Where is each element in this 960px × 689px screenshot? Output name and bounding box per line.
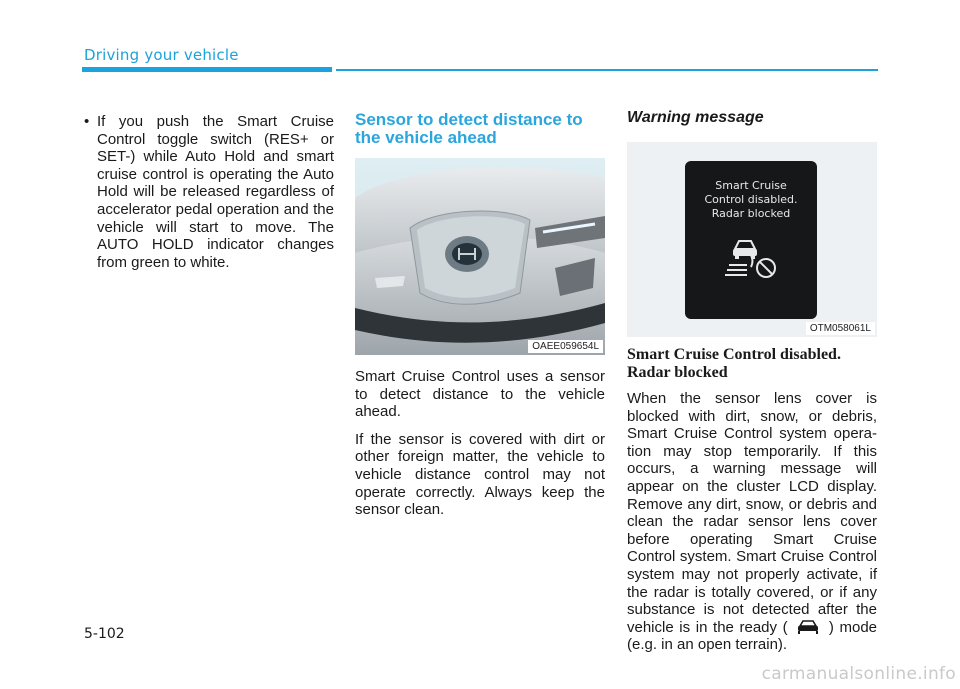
right-column: [627, 109, 877, 664]
radar-blocked-paragraph: [627, 390, 877, 654]
sensor-paragraph-2: If the sensor is covered with dirt or other foreign matter, the vehicle to vehicle distance control may not operate correctly. Always keep the sensor clean.: [355, 430, 605, 519]
bullet-dot: •: [84, 113, 90, 130]
figure-code-car: OAEE059654L: [528, 340, 603, 353]
lcd-line-3: Radar blocked: [711, 207, 791, 220]
ready-indicator-icon: [795, 619, 821, 635]
car-front-illustration: [355, 158, 605, 355]
left-column: [84, 113, 334, 271]
sensor-section-heading: Sensor to detect distance to the vehicle ahead: [355, 110, 583, 147]
lcd-line-1: Smart Cruise: [715, 179, 787, 192]
warning-message-heading: Warning message: [627, 109, 764, 126]
section-header-title: Driving your vehicle: [84, 46, 239, 64]
cluster-display-figure: [627, 142, 877, 337]
watermark: carmanualsonline.info: [761, 664, 956, 684]
page-number: 5-102: [84, 626, 125, 642]
header-rule-thick: [82, 67, 332, 72]
header-rule-thin: [336, 69, 878, 71]
radar-blocked-icon: [725, 235, 781, 281]
radar-blocked-text-part-2: ) mode (e.g. in an open terrain).: [627, 618, 878, 654]
bullet-item-text: If you push the Smart Cruise Control toggle switch (RES+ or SET-) while Auto Hold and smart cruise control is operating the Auto Hold will be released regardless of accelerator pedal operation and the vehicle will start to move. The AUTO HOLD indicator changes from green to white.: [97, 113, 334, 271]
lcd-line-2: Control disabled.: [704, 193, 798, 206]
cluster-lcd-display: [685, 161, 817, 319]
car-front-sensor-figure: [355, 158, 605, 355]
middle-column: [355, 111, 605, 529]
radar-blocked-subheading: Smart Cruise Control disabled. Radar blocked: [627, 346, 841, 381]
radar-blocked-text-part-1: When the sensor lens cover is blocked with dirt, snow, or debris, Smart Cruise Control system opera-tion may stop temporarily. If this occurs, a warning message will appear on the cluster LCD display. Remove any dirt, snow, or debris and clean the radar sensor lens cover before operating Smart Cruise Control system. Smart Cruise Control system may not properly activate, if the radar is totally covered, or if any substance is not detected after the vehicle is in the ready (: [627, 390, 877, 636]
sensor-paragraph-1: Smart Cruise Control uses a sensor to detect distance to the vehicle ahead.: [355, 368, 605, 421]
figure-code-cluster: OTM058061L: [806, 322, 875, 335]
bullet-item: [84, 113, 334, 271]
